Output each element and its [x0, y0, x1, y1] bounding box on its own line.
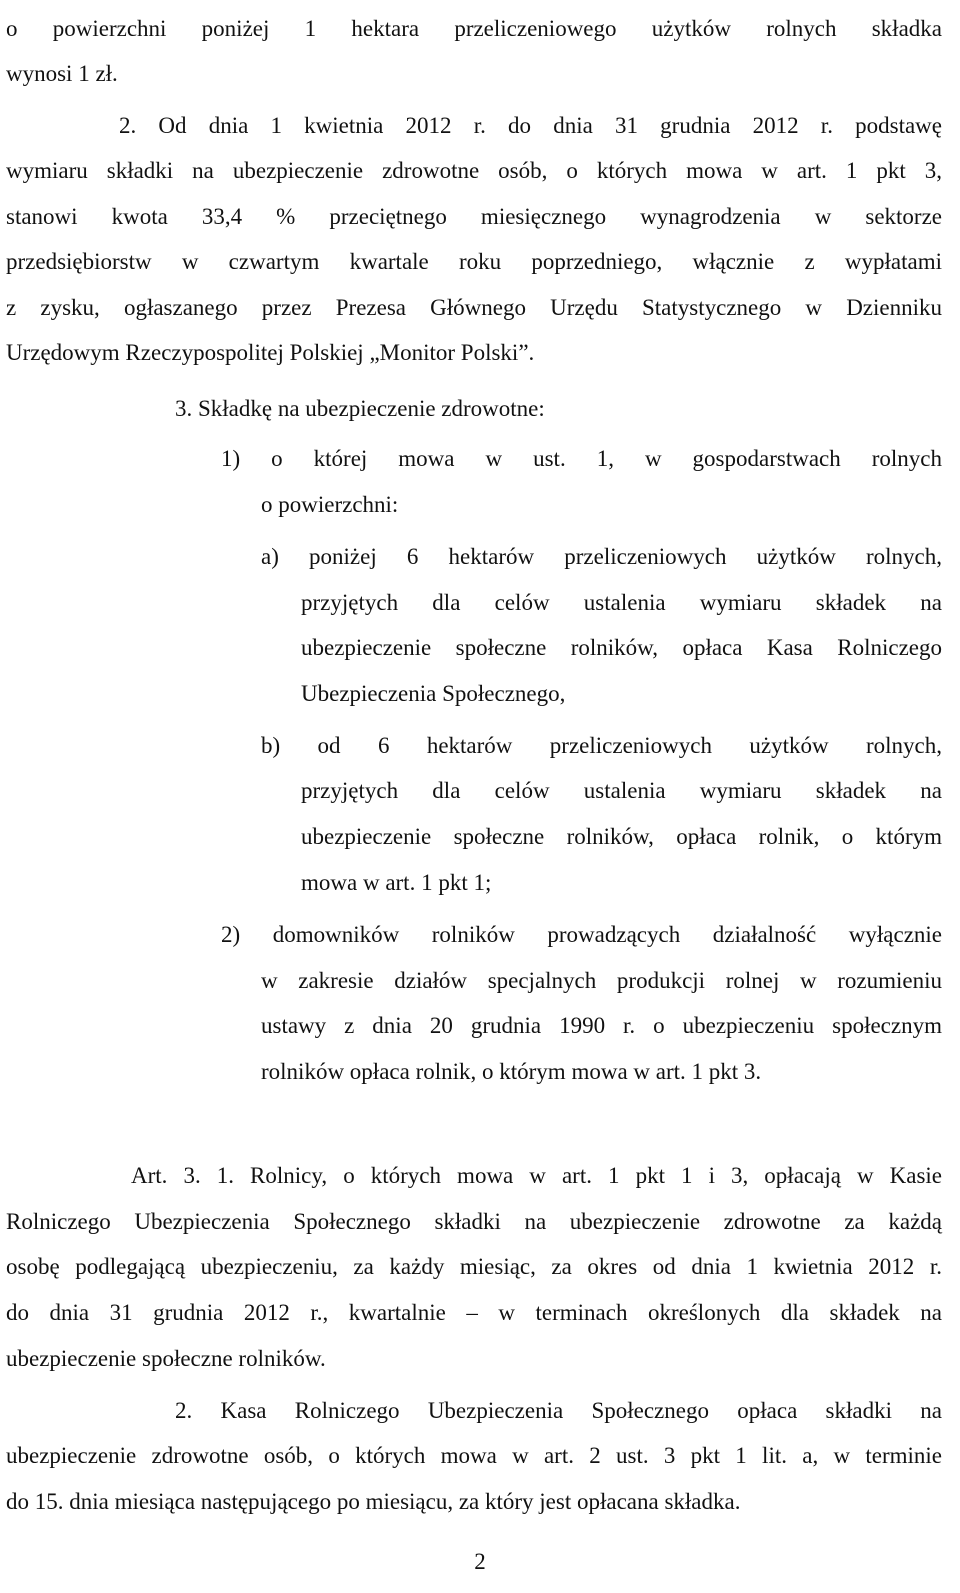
text-line: Rolniczego Ubezpieczenia Społecznego składki na ubezpieczenie zdrowotne za każdą: [6, 1209, 942, 1234]
text-line: Urzędowym Rzeczypospolitej Polskiej „Monitor Polski”.: [6, 340, 535, 365]
text-line: a) poniżej 6 hektarów przeliczeniowych użytków rolnych,: [261, 544, 942, 569]
text-line: z zysku, ogłaszanego przez Prezesa Głównego Urzędu Statystycznego w Dzienniku: [6, 295, 942, 320]
text-line: do 15. dnia miesiąca następującego po miesiącu, za który jest opłacana składka.: [6, 1489, 741, 1514]
text-line: 2. Od dnia 1 kwietnia 2012 r. do dnia 31 grudnia 2012 r. podstawę: [119, 113, 942, 138]
text-line: 1) o której mowa w ust. 1, w gospodarstwach rolnych: [221, 446, 942, 471]
text-line: o powierzchni:: [261, 492, 399, 517]
text-line: ubezpieczenie społeczne rolników, opłaca Kasa Rolniczego: [301, 635, 942, 660]
page-number: 2: [474, 1549, 486, 1574]
text-line: przyjętych dla celów ustalenia wymiaru składek na: [301, 778, 942, 803]
text-line: 3. Składkę na ubezpieczenie zdrowotne:: [175, 396, 545, 421]
text-line: do dnia 31 grudnia 2012 r., kwartalnie – w terminach określonych dla składek na: [6, 1300, 942, 1325]
text-line: b) od 6 hektarów przeliczeniowych użytków rolnych,: [261, 733, 942, 758]
text-line: mowa w art. 1 pkt 1;: [301, 870, 492, 895]
text-line: osobę podlegającą ubezpieczeniu, za każdy miesiąc, za okres od dnia 1 kwietnia 2012 r.: [6, 1254, 942, 1279]
text-line: ustawy z dnia 20 grudnia 1990 r. o ubezpieczeniu społecznym: [261, 1013, 942, 1038]
text-line: o powierzchni poniżej 1 hektara przeliczeniowego użytków rolnych składka: [6, 16, 942, 41]
text-line: 2. Kasa Rolniczego Ubezpieczenia Społecznego opłaca składki na: [175, 1398, 942, 1423]
text-line: 2) domowników rolników prowadzących działalność wyłącznie: [221, 922, 942, 947]
text-line: wynosi 1 zł.: [6, 61, 118, 86]
text-line: w zakresie działów specjalnych produkcji rolnej w rozumieniu: [261, 968, 942, 993]
text-line: rolników opłaca rolnik, o którym mowa w art. 1 pkt 3.: [261, 1059, 762, 1084]
text-line: ubezpieczenie społeczne rolników.: [6, 1346, 326, 1371]
text-line: wymiaru składki na ubezpieczenie zdrowotne osób, o których mowa w art. 1 pkt 3,: [6, 158, 942, 183]
text-line: ubezpieczenie społeczne rolników, opłaca rolnik, o którym: [301, 824, 942, 849]
text-line: przedsiębiorstw w czwartym kwartale roku poprzedniego, włącznie z wypłatami: [6, 249, 942, 274]
text-line: Art. 3. 1. Rolnicy, o których mowa w art. 1 pkt 1 i 3, opłacają w Kasie: [131, 1163, 942, 1188]
text-line: przyjętych dla celów ustalenia wymiaru składek na: [301, 590, 942, 615]
text-line: stanowi kwota 33,4 % przeciętnego miesięcznego wynagrodzenia w sektorze: [6, 204, 942, 229]
text-line: ubezpieczenie zdrowotne osób, o których mowa w art. 2 ust. 3 pkt 1 lit. a, w terminie: [6, 1443, 942, 1468]
text-line: Ubezpieczenia Społecznego,: [301, 681, 566, 706]
